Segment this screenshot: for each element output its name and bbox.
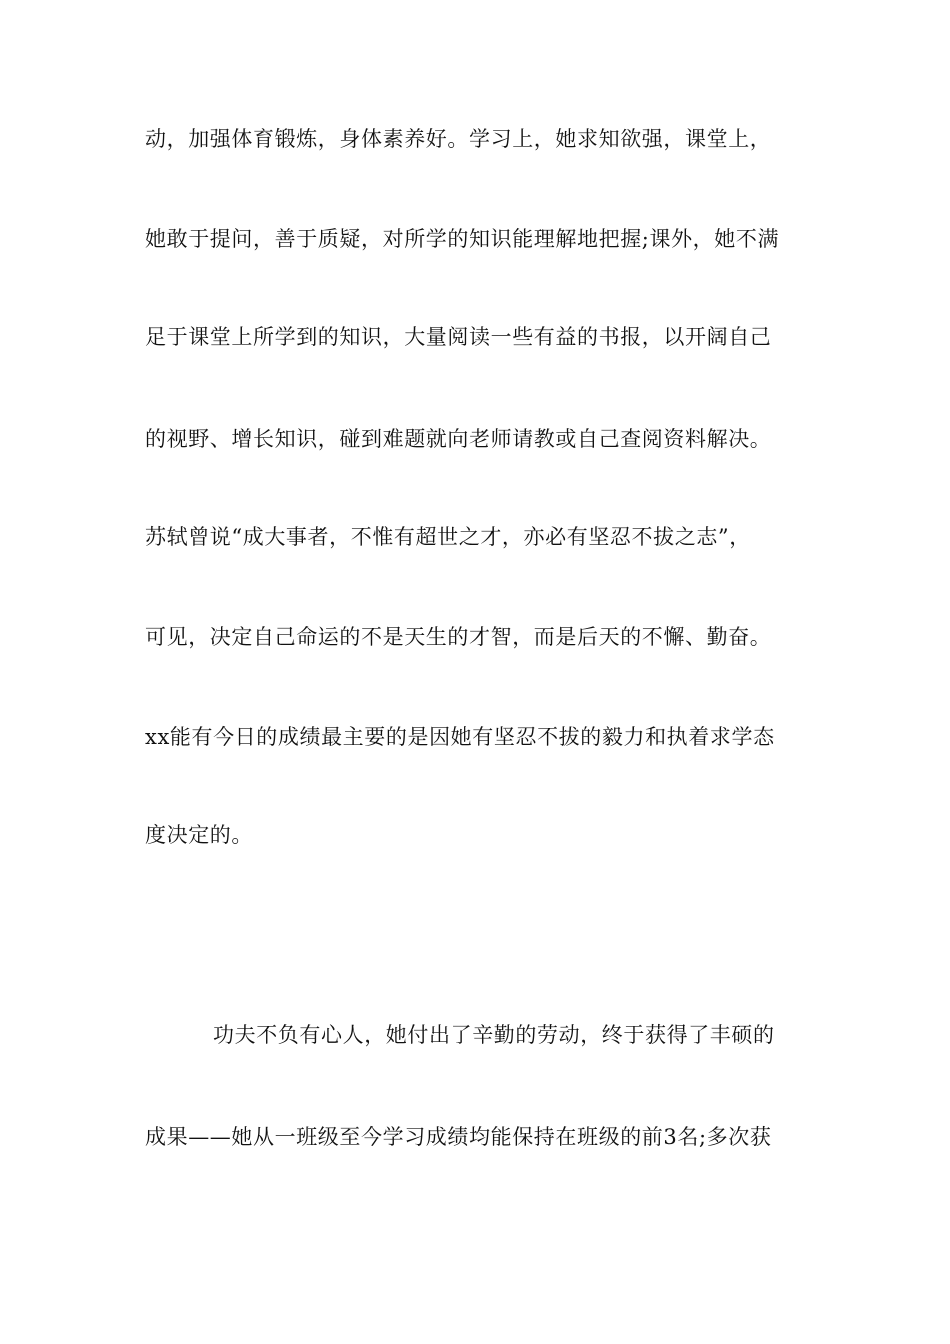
text-line: 动，加强体育锻炼，身体素养好。学习上，她求知欲强，课堂上， bbox=[145, 127, 772, 151]
text-line: 她敢于提问，善于质疑，对所学的知识能理解地把握;课外，她不满 bbox=[145, 227, 780, 251]
text-line: xx能有今日的成绩最主要的是因她有坚忍不拔的毅力和执着求学态 bbox=[145, 725, 775, 749]
text-line: 成果——她从一班级至今学习成绩均能保持在班级的前3名;多次获 bbox=[145, 1125, 772, 1149]
text-line: 功夫不负有心人，她付出了辛勤的劳动，终于获得了丰硕的 bbox=[213, 1023, 775, 1047]
text-line: 可见，决定自己命运的不是天生的才智，而是后天的不懈、勤奋。 bbox=[145, 625, 772, 649]
text-line: 足于课堂上所学到的知识，大量阅读一些有益的书报，以开阔自己 bbox=[145, 325, 772, 349]
text-line: 度决定的。 bbox=[145, 823, 253, 847]
text-line: 苏轼曾说“成大事者，不惟有超世之才，亦必有坚忍不拔之志”， bbox=[145, 525, 751, 549]
text-line: 的视野、增长知识，碰到难题就向老师请教或自己查阅资料解决。 bbox=[145, 427, 772, 451]
